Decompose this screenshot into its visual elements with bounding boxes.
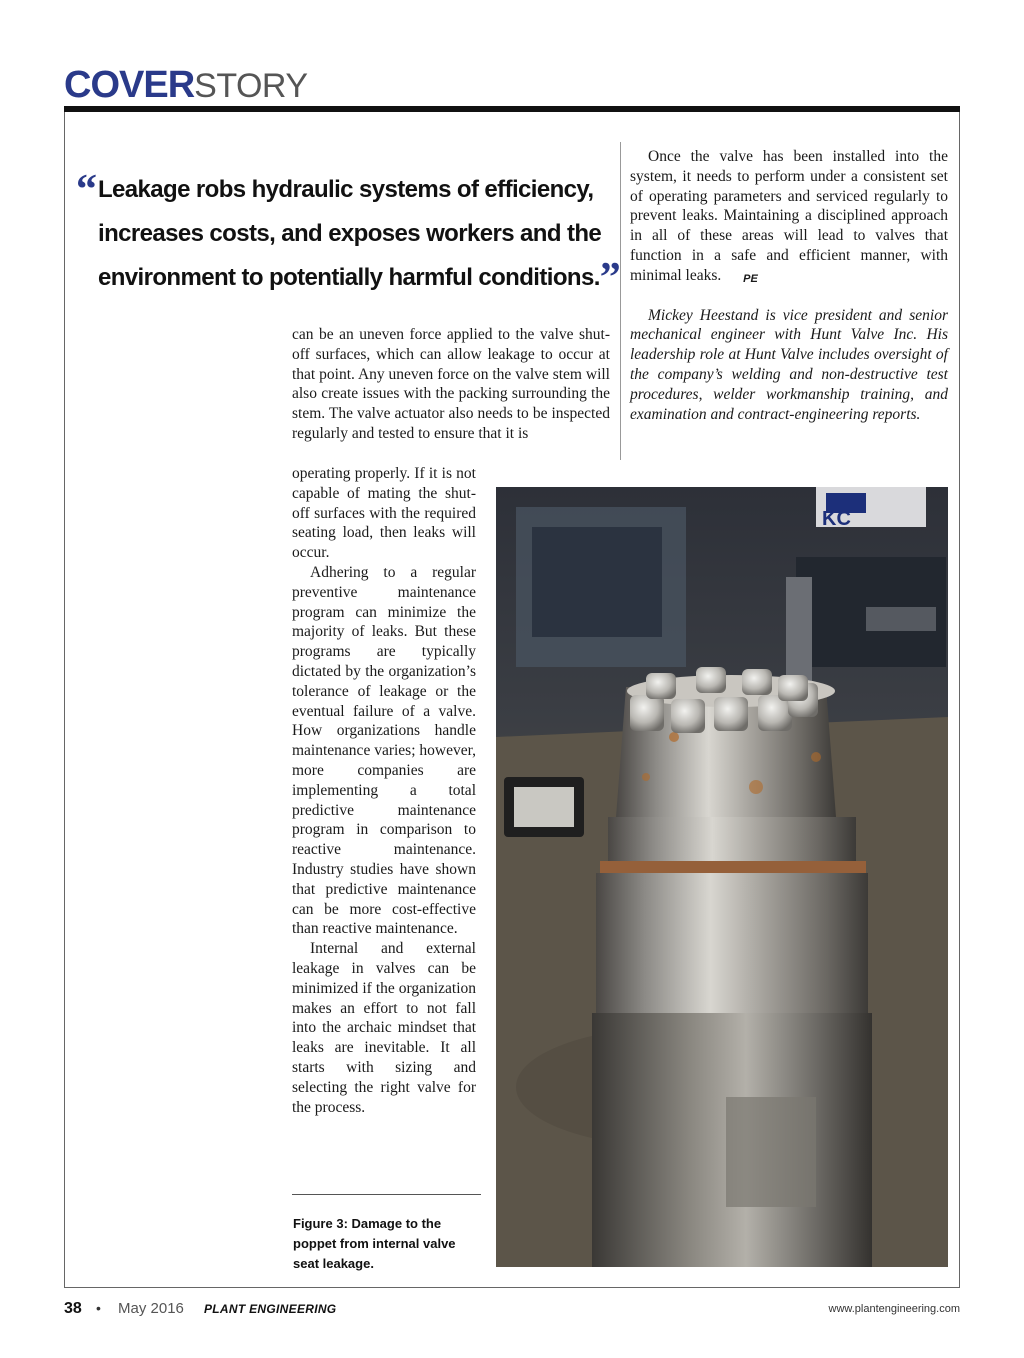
- close-quote-mark: ”: [599, 255, 621, 301]
- photo-sign-text: KC: [822, 508, 851, 530]
- pull-quote-line-1: Leakage robs hydraulic systems of efficiency,: [98, 176, 594, 203]
- article-column-narrow: [292, 464, 476, 1117]
- pull-quote-line-2: increases costs, and exposes workers and the: [98, 220, 602, 247]
- footer-separator: •: [96, 1300, 101, 1316]
- article-paragraph: can be an uneven force applied to the valve shut-off surfaces, which can allow leakage to occur at that point. Any uneven force on the valve stem will also create issues with the packing surrounding the stem. The valve actuator also needs to be inspected regularly and tested to ensure that it is: [292, 326, 610, 442]
- pull-quote: “ Leakage robs hydraulic systems of efficiency, increases costs, and exposes workers and the environment to potentially harmful conditions.”: [76, 167, 621, 301]
- figure-caption: Figure 3: Damage to the poppet from internal valve seat leakage.: [293, 1216, 456, 1271]
- article-paragraph: operating properly. If it is not capable of mating the shut-off surfaces with the required seating load, then leaks will occur.: [292, 465, 476, 562]
- article-column-middle: [292, 325, 610, 444]
- magazine-url: www.plantengineering.com: [828, 1303, 960, 1315]
- page-number: 38: [64, 1300, 82, 1317]
- section-header-bold: COVER: [64, 64, 195, 106]
- article-paragraph: Adhering to a regular preventive maintenance program can minimize the majority of leaks. But these programs are typically dictated by the organization’s tolerance of leakage or the eventual failure of a valve. How organizations handle maintenance varies; however, more companies are implementing a total predictive maintenance program in comparison to reactive maintenance. Industry studies have shown that predictive maintenance can be more cost-effective than reactive maintenance.: [292, 563, 477, 938]
- section-header: [64, 64, 308, 104]
- section-header-light: STORY: [194, 67, 308, 105]
- pull-quote-line-3: environment to potentially harmful conditions.”: [98, 255, 621, 301]
- article-paragraph: Internal and external leakage in valves can be minimized if the organization makes an effort to not fall into the archaic mindset that leaks are inevitable. It all starts with sizing and selecting the right valve for the process.: [292, 940, 476, 1116]
- article-paragraph: Once the valve has been installed into the system, it needs to perform under a consistent set of operating parameters and serviced regularly to prevent leaks. Maintaining a disciplined approach in all of these areas will lead to valves that function in a safe and efficient manner, with minimal leaks. PE: [630, 148, 948, 285]
- article-column-right: [630, 147, 948, 424]
- pe-end-mark-icon: PE: [743, 272, 758, 285]
- valve-photo-illustration: [496, 487, 948, 1267]
- valve-photo: [496, 487, 948, 1267]
- caption-rule: [292, 1194, 481, 1195]
- issue-date: May 2016: [118, 1300, 184, 1317]
- page-footer: [64, 1300, 960, 1322]
- column-divider: [620, 142, 621, 460]
- author-bio: Mickey Heestand is vice president and senior mechanical engineer with Hunt Valve Inc. His leadership role at Hunt Valve includes oversight of the company’s welding and non-destructive test procedures, welder workmanship training, and examination and contract-engineering reports.: [630, 306, 948, 423]
- magazine-name: PLANT ENGINEERING: [204, 1302, 337, 1316]
